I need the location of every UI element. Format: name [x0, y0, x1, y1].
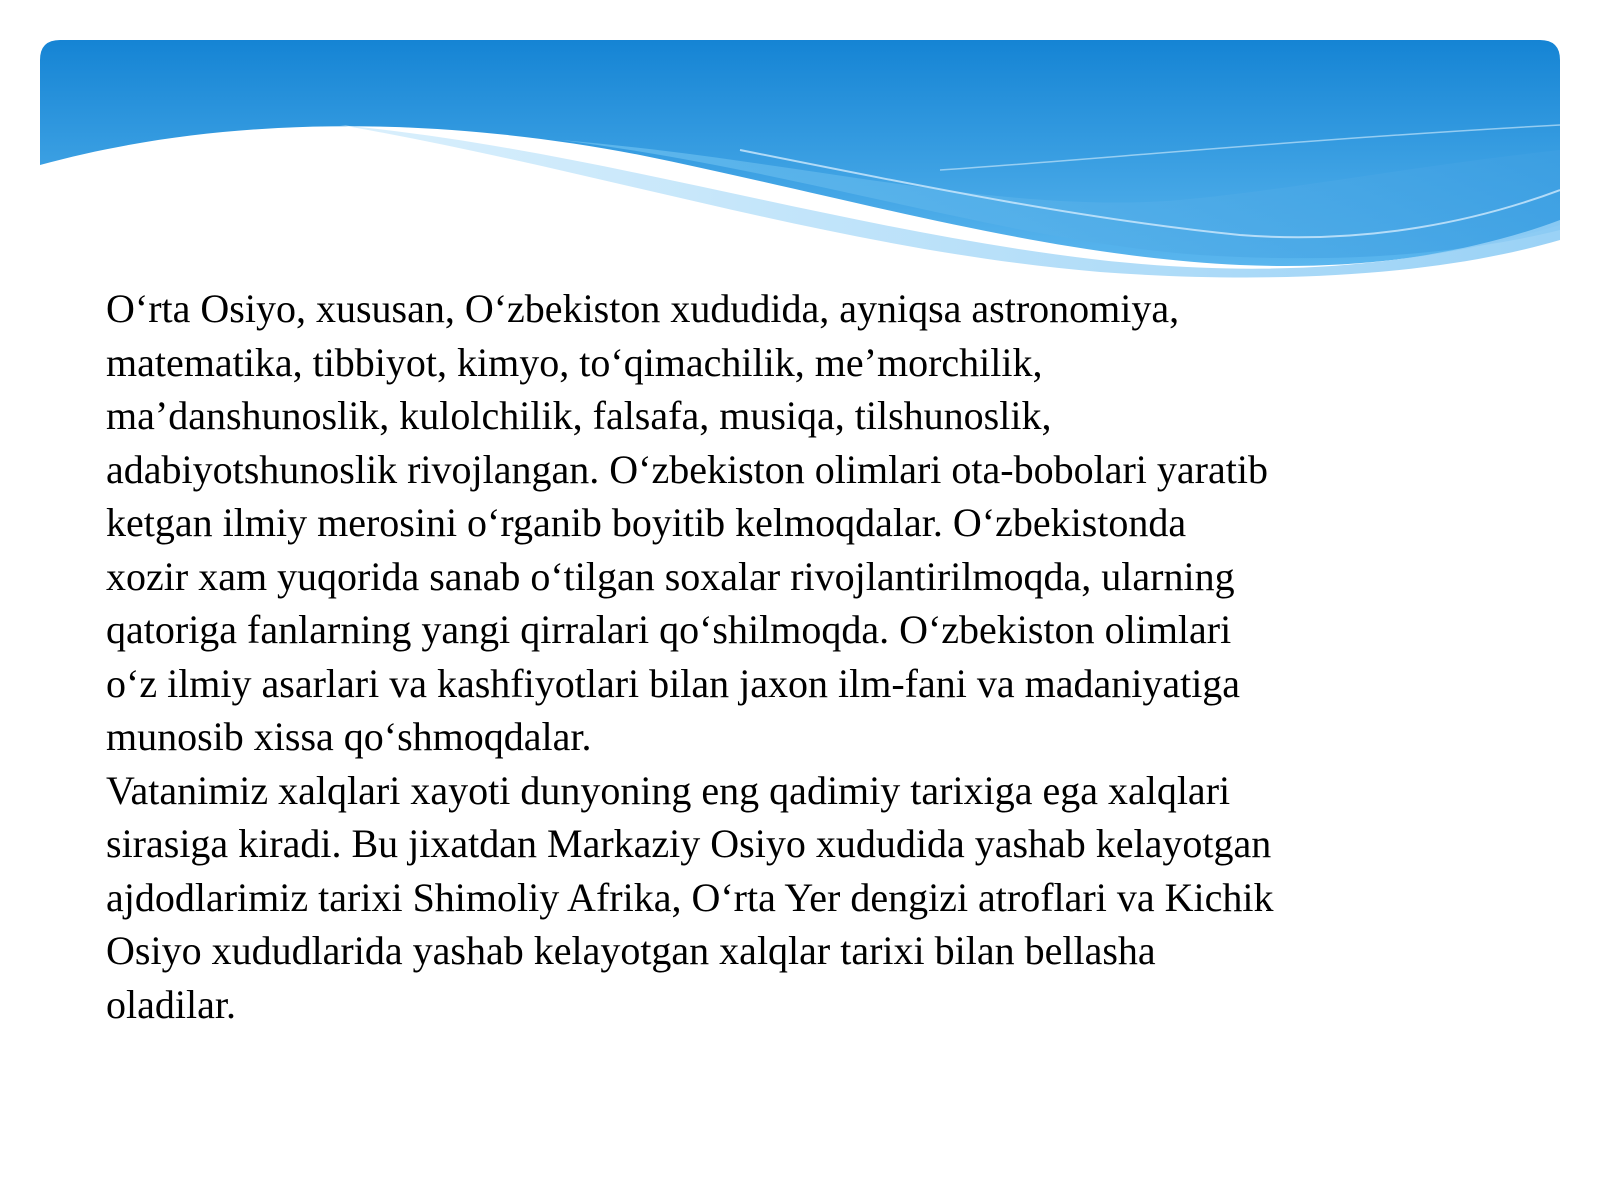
- text-line: Vatanimiz xalqlari xayoti dunyoning eng qadimiy tarixiga ega xalqlari: [106, 767, 1231, 813]
- text-line: ajdodlarimiz tarixi Shimoliy Afrika, O‘rta Yer dengizi atroflari va Kichik: [106, 874, 1274, 920]
- text-line: munosib xissa qo‘shmoqdalar.: [106, 714, 592, 759]
- paragraph-1: [106, 282, 1526, 764]
- text-line: matematika, tibbiyot, kimyo, to‘qimachilik, me’morchilik,: [106, 339, 1043, 385]
- paragraph-2: [106, 764, 1526, 1032]
- wave-header-decoration: [40, 40, 1560, 280]
- text-line: xozir xam yuqorida sanab o‘tilgan soxalar rivojlantirilmoqda, ularning: [106, 553, 1235, 599]
- slide-body-text: [106, 282, 1526, 1031]
- text-line: ma’danshunoslik, kulolchilik, falsafa, musiqa, tilshunoslik,: [106, 393, 1052, 438]
- text-line: oladilar.: [106, 981, 236, 1027]
- text-line: sirasiga kiradi. Bu jixatdan Markaziy Osiyo xududida yashab kelayotgan: [106, 821, 1272, 866]
- text-line: Osiyo xududlarida yashab kelayotgan xalqlar tarixi bilan bellasha: [106, 928, 1156, 973]
- text-line: qatoriga fanlarning yangi qirralari qo‘shilmoqda. O‘zbekiston olimlari: [106, 607, 1232, 652]
- text-line: o‘z ilmiy asarlari va kashfiyotlari bilan jaxon ilm-fani va madaniyatiga: [106, 660, 1241, 706]
- text-line: adabiyotshunoslik rivojlangan. O‘zbekiston olimlari ota-bobolari yaratib: [106, 446, 1268, 492]
- text-line: ketgan ilmiy merosini o‘rganib boyitib kelmoqdalar. O‘zbekistonda: [106, 500, 1187, 545]
- text-line: O‘rta Osiyo, xususan, O‘zbekiston xududida, ayniqsa astronomiya,: [106, 286, 1180, 331]
